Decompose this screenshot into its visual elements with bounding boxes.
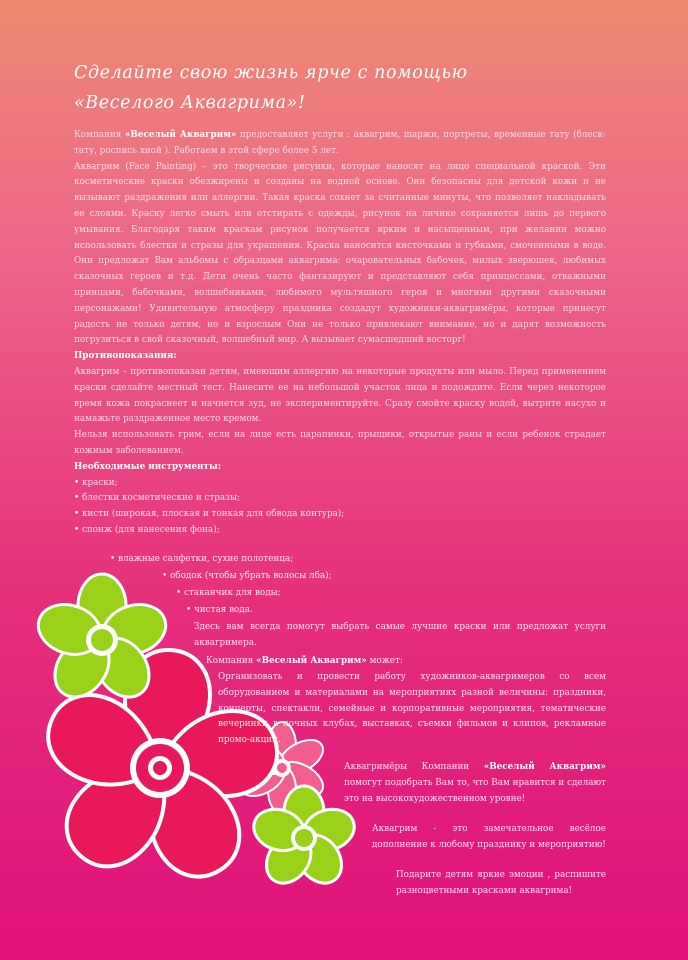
tool-item: • влажные салфетки, сухие полотенца;	[110, 552, 293, 568]
closing-paragraph-1: Здесь вам всегда помогут выбрать самые лучшие краски или предложат услуги аквагримера.	[194, 622, 606, 648]
tool-item: • краски;	[74, 476, 606, 492]
brand-name: «Веселый Аквагрим»	[124, 130, 237, 140]
tool-item: • стаканчик для воды;	[176, 586, 281, 602]
intro-paragraph-2: Аквагрим (Face Painting) – это творческие рисунки, которые наносят на лицо специальной краской. Эти косметические краски обезжирены и созданы на водной основе. Они безопасны для детской кожи и не вызывают раздражения или аллергии. Такая краска сохнет за считанные минуты, что позволяет накладывать ее слоями. Краску легко смыть или отстирать с одежды, рисунок на личике сохраняется лишь до первого умывания. Благодаря таким краскам рисунок получается ярким и насыщенным, при желании можно использовать блестки и стразы для украшения. Краска наносится кисточками и губками, смоченными в воде. Они предложат Вам альбомы с образцами аквагрима: очаровательных бабочек, милых зверюшек, любимых сказочных героев и т.д. Дети очень часто фантазируют и представляют себя принцессами, отважными принцами, бабочками, волшебниками, любимого мультяшного героя и многими другими сказочными персонажами! Удивительную атмосферу праздника создадут художники-аквагримёры, которые принесут радость не только детям, но и взрослым Они не только привлекают внимание, но и дарят возможность погрузиться в свой сказочный, волшебный мир. А вызывает сумасшедший восторг!	[74, 161, 606, 346]
contraindications-paragraph-2: Нельзя использовать грим, если на лице есть царапинки, прыщики, открытые раны и если ребенок страдает кожным заболеванием.	[74, 430, 606, 456]
title-line-2: «Веселого Аквагрима»!	[74, 93, 306, 113]
title-line-1: Сделайте свою жизнь ярче с помощью	[74, 63, 468, 83]
tool-item: • блестки косметические и стразы;	[74, 491, 606, 507]
tool-item: • ободок (чтобы убрать волосы лба);	[162, 569, 332, 585]
tools-heading: Необходимые инструменты:	[74, 461, 222, 472]
intro-paragraph-1: Компания «Веселый Аквагрим» предоставляет услуги : аквагрим, шаржи, портреты, временные тату (блеск-тату, роспись хной ). Работаем в этой сфере более 5 лет.	[74, 130, 606, 156]
green-flower-bottom-icon	[248, 786, 359, 892]
closing-paragraph-6: Подарите детям яркие эмоции , распишите разноцветными красками аквагрима!	[396, 870, 606, 896]
closing-paragraph-5: Аквагрим - это замечательное весёлое дополнение к любому празднику и мероприятию!	[372, 824, 606, 850]
main-text	[74, 128, 606, 539]
tool-item: • кисти (широкая, плоская и тонкая для обвода контура);	[74, 507, 606, 523]
tool-item: • чистая вода.	[186, 603, 253, 619]
tool-item: • спонж (для нанесения фона);	[74, 523, 606, 539]
contraindications-heading: Противопоказания:	[74, 351, 177, 362]
closing-paragraph-2: Компания «Веселый Аквагрим» может:	[206, 656, 403, 666]
closing-paragraph-4: Аквагримёры Компании «Веселый Аквагрим» помогут подобрать Вам то, что Вам нравится и сделают это на высокохудожественном уровне!	[344, 762, 606, 804]
closing-paragraph-3: Организовать и провести работу художников-аквагримеров со всем оборудованием и материалами на мероприятиях разной величины: праздники, концерты, спектакли, семейные и корпоративные мероприятия, тематические вечеринки в ночных клубах, выставках, съемки фильмов и клипов, рекламные промо-акции.	[218, 672, 606, 746]
contraindications-paragraph-1: Аквагрим – противопоказан детям, имеющим аллергию на некоторые продукты или мыло. Перед применением краски сделайте местный тест. Нанесите ее на небольшой участок лица и подождите. Если через некоторое время кожа покраснеет и начнется зуд, не экспериментируйте. Сразу смойте краску водой, вытрите насухо и намажьте раздраженное место кремом.	[74, 366, 606, 425]
page-title	[74, 58, 634, 118]
brand-name: «Веселый Аквагрим»	[483, 762, 606, 772]
brand-name: «Веселый Аквагрим»	[256, 656, 367, 666]
